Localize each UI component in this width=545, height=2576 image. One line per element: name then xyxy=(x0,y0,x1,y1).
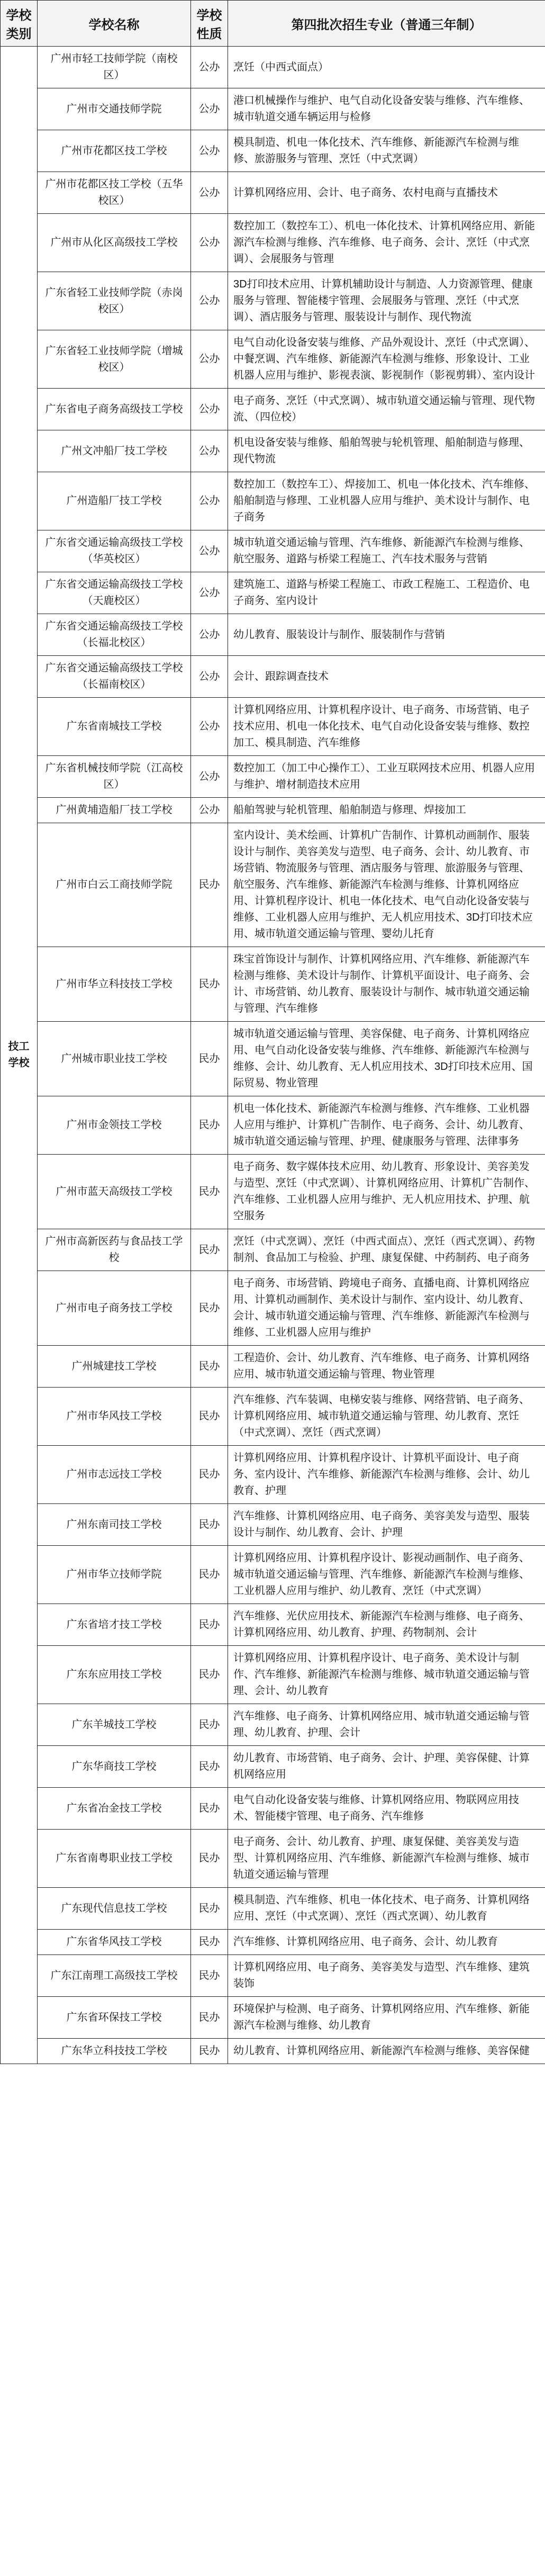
school-nature-cell: 公办 xyxy=(191,130,228,172)
table-row xyxy=(1,614,545,656)
school-nature-cell: 公办 xyxy=(191,430,228,472)
majors-cell: 城市轨道交通运输与管理、美容保健、电子商务、计算机网络应用、电气自动化设备安装与维修、汽车维修、新能源汽车检测与维修、会计、幼儿教育、无人机应用技术、3D打印技术应用、国际贸易、物业管理 xyxy=(228,1022,545,1096)
table-row xyxy=(1,330,545,389)
majors-cell: 电子商务、市场营销、跨境电子商务、直播电商、计算机网络应用、计算机动画制作、美术设计与制作、室内设计、幼儿教育、会计、城市轨道交通运输与管理、汽车维修、新能源汽车检测与维修、工业机器人应用与维护 xyxy=(228,1271,545,1346)
school-name-cell: 广州市白云工商技师学院 xyxy=(38,823,191,947)
table-row xyxy=(1,1888,545,1930)
table-row xyxy=(1,1229,545,1271)
school-name-cell: 广东省交通运输高级技工学校（天鹿校区） xyxy=(38,572,191,614)
majors-cell: 幼儿教育、服装设计与制作、服装制作与营销 xyxy=(228,614,545,656)
school-nature-cell: 民办 xyxy=(191,1830,228,1888)
table-row xyxy=(1,1604,545,1646)
school-nature-cell: 民办 xyxy=(191,947,228,1022)
table-row xyxy=(1,1096,545,1155)
majors-cell: 3D打印技术应用、计算机辅助设计与制造、人力资源管理、健康服务与管理、智能楼宇管理、会展服务与管理、烹饪（中式烹调）、酒店服务与管理、服装设计与制作、现代物流 xyxy=(228,272,545,330)
majors-cell: 珠宝首饰设计与制作、计算机网络应用、汽车维修、新能源汽车检测与维修、美术设计与制作、计算机平面设计、电子商务、会计、市场营销、幼儿教育、服装设计与制作、城市轨道交通运输与管理、汽车维修 xyxy=(228,947,545,1022)
school-name-cell: 广州市花都区技工学校 xyxy=(38,130,191,172)
school-name-cell: 广州黄埔造船厂技工学校 xyxy=(38,798,191,823)
school-name-cell: 广州东南司技工学校 xyxy=(38,1504,191,1546)
school-nature-cell: 公办 xyxy=(191,472,228,530)
school-name-cell: 广东省轻工业技师学院（赤岗校区） xyxy=(38,272,191,330)
majors-cell: 电气自动化设备安装与维修、计算机网络应用、物联网应用技术、智能楼宇管理、电子商务、汽车维修 xyxy=(228,1788,545,1830)
table-row xyxy=(1,430,545,472)
table-row xyxy=(1,756,545,798)
table-row xyxy=(1,947,545,1022)
school-name-cell: 广州城建技工学校 xyxy=(38,1346,191,1388)
majors-cell: 数控加工（数控车工）、焊接加工、机电一体化技术、汽车维修、船舶制造与修理、工业机器人应用与维护、美术设计与制作、电子商务 xyxy=(228,472,545,530)
school-nature-cell: 民办 xyxy=(191,1155,228,1229)
majors-cell: 汽车维修、计算机网络应用、电子商务、美容美发与造型、服装设计与制作、幼儿教育、会计、护理 xyxy=(228,1504,545,1546)
majors-cell: 电子商务、烹饪（中式烹调）、城市轨道交通运输与管理、现代物流、（四位校） xyxy=(228,389,545,430)
school-nature-cell: 公办 xyxy=(191,530,228,572)
table-row xyxy=(1,214,545,272)
school-name-cell: 广东省培才技工学校 xyxy=(38,1604,191,1646)
table-row xyxy=(1,1830,545,1888)
majors-cell: 机电设备安装与维修、船舶驾驶与轮机管理、船舶制造与修理、现代物流 xyxy=(228,430,545,472)
table-row xyxy=(1,88,545,130)
school-nature-cell: 民办 xyxy=(191,1022,228,1096)
table-row xyxy=(1,1446,545,1504)
majors-cell: 船舶驾驶与轮机管理、船舶制造与修理、焊接加工 xyxy=(228,798,545,823)
header-majors: 第四批次招生专业（普通三年制） xyxy=(228,1,545,47)
table-row xyxy=(1,530,545,572)
school-nature-cell: 民办 xyxy=(191,1271,228,1346)
majors-cell: 幼儿教育、计算机网络应用、新能源汽车检测与维修、美容保健 xyxy=(228,2039,545,2064)
school-nature-cell: 公办 xyxy=(191,756,228,798)
school-name-cell: 广东省南粤职业技工学校 xyxy=(38,1830,191,1888)
school-nature-cell: 民办 xyxy=(191,1704,228,1746)
majors-cell: 烹饪（中式烹调）、烹饪（中西式面点）、烹饪（西式烹调）、药物制剂、食品加工与检验、护理、康复保健、中药制药、电子商务 xyxy=(228,1229,545,1271)
table-row xyxy=(1,698,545,756)
majors-cell: 计算机网络应用、计算机程序设计、影视动画制作、电子商务、城市轨道交通运输与管理、汽车维修、新能源汽车检测与维修、工业机器人应用与维护、幼儿教育、烹饪（中式烹调） xyxy=(228,1546,545,1604)
school-nature-cell: 民办 xyxy=(191,1788,228,1830)
table-row xyxy=(1,1022,545,1096)
school-nature-cell: 公办 xyxy=(191,272,228,330)
school-name-cell: 广东华立科技技工学校 xyxy=(38,2039,191,2064)
school-name-cell: 广州市花都区技工学校（五华校区） xyxy=(38,172,191,214)
school-nature-cell: 民办 xyxy=(191,1504,228,1546)
category-cell: 技工学校 xyxy=(1,47,38,2064)
table-body xyxy=(1,47,545,2064)
school-name-cell: 广东省南城技工学校 xyxy=(38,698,191,756)
table-row xyxy=(1,572,545,614)
majors-cell: 汽车维修、汽车装调、电梯安装与维修、网络营销、电子商务、计算机网络应用、城市轨道交通运输与管理、幼儿教育、烹饪（中式烹调）、烹饪（西式烹调） xyxy=(228,1388,545,1446)
majors-cell: 数控加工（加工中心操作工）、工业互联网技术应用、机器人应用与维护、增材制造技术应用 xyxy=(228,756,545,798)
table-row xyxy=(1,1646,545,1704)
table-row xyxy=(1,272,545,330)
table-row xyxy=(1,2039,545,2064)
school-name-cell: 广州市从化区高级技工学校 xyxy=(38,214,191,272)
school-nature-cell: 公办 xyxy=(191,389,228,430)
majors-cell: 环境保护与检测、电子商务、计算机网络应用、汽车维修、新能源汽车检测与维修、幼儿教育 xyxy=(228,1997,545,2039)
school-nature-cell: 民办 xyxy=(191,1888,228,1930)
table-row xyxy=(1,1271,545,1346)
school-name-cell: 广东华商技工学校 xyxy=(38,1746,191,1788)
majors-cell: 工程造价、会计、幼儿教育、汽车维修、电子商务、计算机网络应用、城市轨道交通运输与管理、物业管理 xyxy=(228,1346,545,1388)
school-nature-cell: 民办 xyxy=(191,1930,228,1955)
table-row xyxy=(1,1155,545,1229)
school-nature-cell: 公办 xyxy=(191,88,228,130)
majors-cell: 模具制造、机电一体化技术、汽车维修、新能源汽车检测与维修、旅游服务与管理、烹饪（中式烹调） xyxy=(228,130,545,172)
school-name-cell: 广州造船厂技工学校 xyxy=(38,472,191,530)
table-row xyxy=(1,1788,545,1830)
school-nature-cell: 民办 xyxy=(191,1546,228,1604)
header-category: 学校类别 xyxy=(1,1,38,47)
school-nature-cell: 民办 xyxy=(191,1746,228,1788)
majors-cell: 数控加工（数控车工）、机电一体化技术、计算机网络应用、新能源汽车检测与维修、汽车维修、电子商务、会计、烹饪（中式烹调）、会展服务与管理 xyxy=(228,214,545,272)
school-name-cell: 广州市高新医药与食品技工学校 xyxy=(38,1229,191,1271)
majors-cell: 室内设计、美术绘画、计算机广告制作、计算机动画制作、服装设计与制作、美容美发与造型、电子商务、会计、幼儿教育、市场营销、物流服务与管理、酒店服务与管理、旅游服务与管理、航空服务、汽车维修、新能源汽车检测与维修、计算机网络应用、计算机程序设计、机电一体化技术、电气自动化设备安装与维修、工业机器人应用与维护、无人机应用技术、3D打印技术应用、城市轨道交通运输与管理、婴幼儿托育 xyxy=(228,823,545,947)
majors-cell: 幼儿教育、市场营销、电子商务、会计、护理、美容保健、计算机网络应用 xyxy=(228,1746,545,1788)
school-name-cell: 广州市电子商务技工学校 xyxy=(38,1271,191,1346)
majors-cell: 电子商务、数字媒体技术应用、幼儿教育、形象设计、美容美发与造型、烹饪（中式烹调）、计算机网络应用、计算机广告制作、汽车维修、工业机器人应用与维护、无人机应用技术、护理、航空服务 xyxy=(228,1155,545,1229)
school-nature-cell: 公办 xyxy=(191,47,228,88)
school-name-cell: 广州市轻工技师学院（南校区） xyxy=(38,47,191,88)
school-nature-cell: 公办 xyxy=(191,656,228,698)
school-nature-cell: 公办 xyxy=(191,172,228,214)
majors-cell: 电气自动化设备安装与维修、产品外观设计、烹饪（中式烹调）、中餐烹调、汽车维修、新能源汽车检测与维修、形象设计、工业机器人应用与维护、影视表演、影视制作（影视剪辑）、室内设计 xyxy=(228,330,545,389)
table-row xyxy=(1,798,545,823)
school-name-cell: 广州城市职业技工学校 xyxy=(38,1022,191,1096)
school-nature-cell: 民办 xyxy=(191,1096,228,1155)
majors-cell: 电子商务、会计、幼儿教育、护理、康复保健、美容美发与造型、计算机网络应用、汽车维修、新能源汽车检测与维修、城市轨道交通运输与管理 xyxy=(228,1830,545,1888)
school-name-cell: 广东省交通运输高级技工学校（华英校区） xyxy=(38,530,191,572)
school-name-cell: 广东省冶金技工学校 xyxy=(38,1788,191,1830)
majors-cell: 烹饪（中西式面点） xyxy=(228,47,545,88)
majors-cell: 模具制造、汽车维修、机电一体化技术、电子商务、计算机网络应用、烹饪（中式烹调）、烹饪（西式烹调）、幼儿教育 xyxy=(228,1888,545,1930)
school-nature-cell: 民办 xyxy=(191,1388,228,1446)
table-row xyxy=(1,389,545,430)
school-nature-cell: 公办 xyxy=(191,698,228,756)
school-name-cell: 广东东应用技工学校 xyxy=(38,1646,191,1704)
table-row xyxy=(1,1546,545,1604)
school-nature-cell: 公办 xyxy=(191,572,228,614)
school-name-cell: 广东省机械技师学院（江高校区） xyxy=(38,756,191,798)
majors-cell: 汽车维修、电子商务、计算机网络应用、城市轨道交通运输与管理、幼儿教育、护理、会计 xyxy=(228,1704,545,1746)
school-name-cell: 广东羊城技工学校 xyxy=(38,1704,191,1746)
school-nature-cell: 公办 xyxy=(191,330,228,389)
header-school: 学校名称 xyxy=(38,1,191,47)
majors-cell: 计算机网络应用、计算机程序设计、计算机平面设计、电子商务、室内设计、汽车维修、新能源汽车检测与维修、会计、幼儿教育、护理 xyxy=(228,1446,545,1504)
majors-cell: 港口机械操作与维护、电气自动化设备安装与维修、汽车维修、城市轨道交通车辆运用与检修 xyxy=(228,88,545,130)
table-row xyxy=(1,1746,545,1788)
table-row xyxy=(1,1930,545,1955)
school-nature-cell: 民办 xyxy=(191,1646,228,1704)
school-nature-cell: 民办 xyxy=(191,1997,228,2039)
school-name-cell: 广州市金领技工学校 xyxy=(38,1096,191,1155)
table-row xyxy=(1,823,545,947)
school-name-cell: 广东省华风技工学校 xyxy=(38,1930,191,1955)
table-row xyxy=(1,1997,545,2039)
majors-cell: 城市轨道交通运输与管理、汽车维修、新能源汽车检测与维修、航空服务、道路与桥梁工程施工、汽车技术服务与营销 xyxy=(228,530,545,572)
school-name-cell: 广州市志远技工学校 xyxy=(38,1446,191,1504)
school-name-cell: 广东现代信息技工学校 xyxy=(38,1888,191,1930)
school-name-cell: 广东省电子商务高级技工学校 xyxy=(38,389,191,430)
school-name-cell: 广州市华立技师学院 xyxy=(38,1546,191,1604)
school-nature-cell: 公办 xyxy=(191,614,228,656)
table-row xyxy=(1,1955,545,1997)
majors-cell: 汽车维修、计算机网络应用、电子商务、会计、幼儿教育 xyxy=(228,1930,545,1955)
school-name-cell: 广州文冲船厂技工学校 xyxy=(38,430,191,472)
school-name-cell: 广州市交通技师学院 xyxy=(38,88,191,130)
school-nature-cell: 民办 xyxy=(191,2039,228,2064)
school-nature-cell: 民办 xyxy=(191,1229,228,1271)
table-row xyxy=(1,1346,545,1388)
majors-cell: 机电一体化技术、新能源汽车检测与维修、汽车维修、工业机器人应用与维护、计算机广告制作、电子商务、会计、幼儿教育、城市轨道交通运输与管理、护理、健康服务与管理、法律事务 xyxy=(228,1096,545,1155)
majors-cell: 计算机网络应用、计算机程序设计、电子商务、美术设计与制作、汽车维修、新能源汽车检测与维修、城市轨道交通运输与管理、会计、幼儿教育 xyxy=(228,1646,545,1704)
table-row xyxy=(1,1388,545,1446)
school-nature-cell: 公办 xyxy=(191,798,228,823)
majors-cell: 计算机网络应用、计算机程序设计、电子商务、市场营销、电子技术应用、机电一体化技术、电气自动化设备安装与维修、数控加工、模具制造、汽车维修 xyxy=(228,698,545,756)
majors-cell: 计算机网络应用、电子商务、美容美发与造型、汽车维修、建筑装饰 xyxy=(228,1955,545,1997)
majors-cell: 会计、跟踪调查技术 xyxy=(228,656,545,698)
majors-cell: 建筑施工、道路与桥梁工程施工、市政工程施工、工程造价、电子商务、室内设计 xyxy=(228,572,545,614)
school-nature-cell: 民办 xyxy=(191,1604,228,1646)
table-row xyxy=(1,1704,545,1746)
school-nature-cell: 民办 xyxy=(191,1446,228,1504)
school-name-cell: 广州市华立科技技工学校 xyxy=(38,947,191,1022)
school-name-cell: 广东江南理工高级技工学校 xyxy=(38,1955,191,1997)
table-row xyxy=(1,656,545,698)
majors-cell: 汽车维修、光伏应用技术、新能源汽车检测与维修、电子商务、计算机网络应用、幼儿教育、护理、药物制剂、会计 xyxy=(228,1604,545,1646)
table-row xyxy=(1,172,545,214)
table-row xyxy=(1,1504,545,1546)
table-row xyxy=(1,472,545,530)
school-nature-cell: 民办 xyxy=(191,1955,228,1997)
school-name-cell: 广东省交通运输高级技工学校（长福南校区） xyxy=(38,656,191,698)
school-nature-cell: 民办 xyxy=(191,1346,228,1388)
school-name-cell: 广州市华风技工学校 xyxy=(38,1388,191,1446)
header-nature: 学校性质 xyxy=(191,1,228,47)
majors-cell: 计算机网络应用、会计、电子商务、农村电商与直播技术 xyxy=(228,172,545,214)
table-row xyxy=(1,47,545,88)
school-name-cell: 广东省交通运输高级技工学校（长福北校区） xyxy=(38,614,191,656)
table-header-row xyxy=(1,1,545,47)
school-name-cell: 广东省环保技工学校 xyxy=(38,1997,191,2039)
school-nature-cell: 公办 xyxy=(191,214,228,272)
school-name-cell: 广东省轻工业技师学院（增城校区） xyxy=(38,330,191,389)
school-nature-cell: 民办 xyxy=(191,823,228,947)
table-row xyxy=(1,130,545,172)
school-name-cell: 广州市蓝天高级技工学校 xyxy=(38,1155,191,1229)
